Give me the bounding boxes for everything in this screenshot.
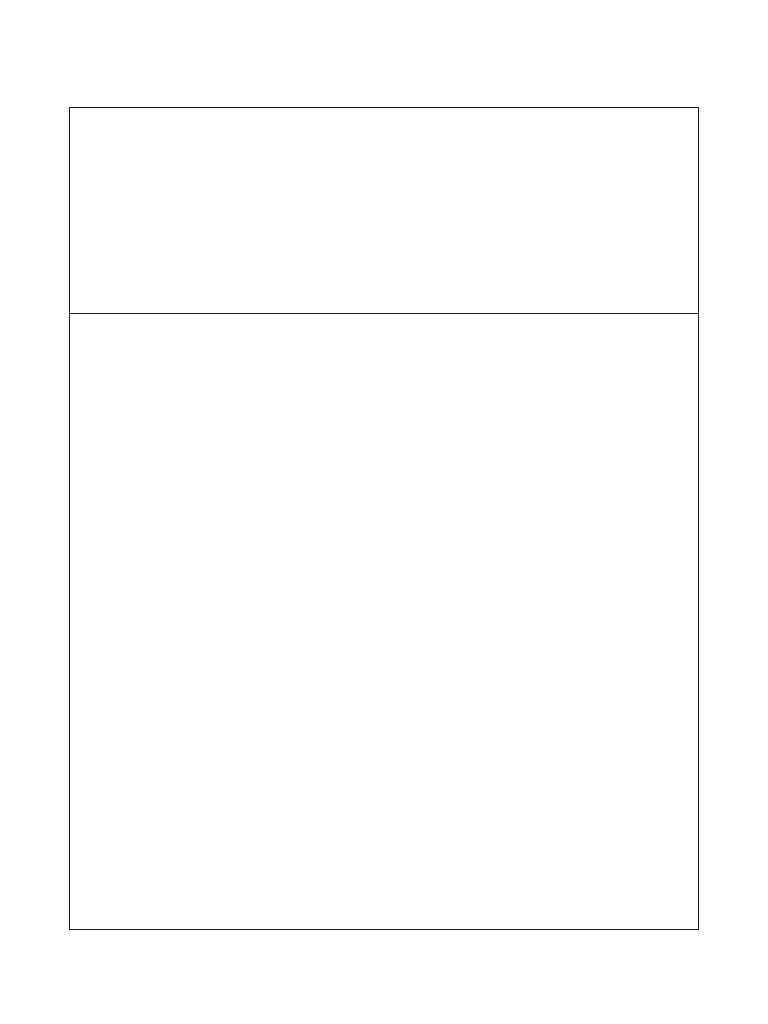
pic-section xyxy=(69,107,699,314)
syarat-section xyxy=(69,313,699,930)
